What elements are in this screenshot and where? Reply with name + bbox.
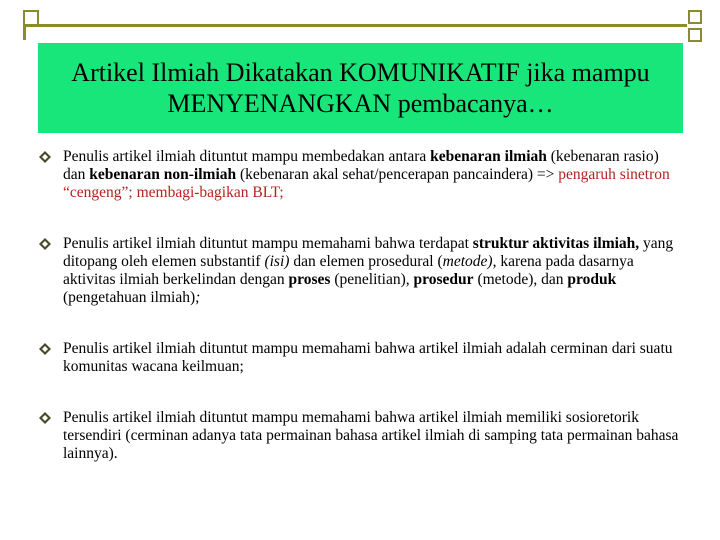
list-item [38, 409, 683, 463]
bullet-text: (kebenaran akal sehat/pencerapan pancaindera) => [236, 166, 559, 183]
diamond-bullet-icon [38, 237, 52, 251]
bullet-text: dan elemen prosedural ( [289, 253, 443, 270]
bullet-text: (pengetahuan ilmiah) [63, 289, 196, 306]
bullet-emphasis: produk [567, 271, 617, 288]
diamond-bullet-icon [38, 411, 52, 425]
bullet-emphasis: kebenaran ilmiah [430, 148, 547, 165]
decor-line [23, 24, 687, 27]
bullet-text: Penulis artikel ilmiah dituntut mampu membedakan antara [63, 148, 431, 165]
bullet-italic: (isi) [264, 253, 290, 270]
bullet-text: Penulis artikel ilmiah dituntut mampu memahami bahwa artikel ilmiah adalah cerminan dari suatu komunitas wacana keilmuan; [63, 340, 673, 375]
bullet-text: (penelitian), [330, 271, 414, 288]
diamond-bullet-icon [38, 150, 52, 164]
bullet-list [38, 148, 683, 463]
bullet-emphasis: kebenaran non-ilmiah [89, 166, 237, 183]
bullet-emphasis: struktur aktivitas ilmiah, [472, 235, 640, 252]
diamond-bullet-icon [38, 342, 52, 356]
list-item [38, 148, 683, 202]
bullet-text: Penulis artikel ilmiah dituntut mampu memahami bahwa artikel ilmiah memiliki sosioretorik tersendiri (cerminan adanya tata permainan bahasa artikel ilmiah di samping tata permainan bahasa lainnya). [63, 409, 679, 462]
bullet-text: karena pada dasarnya aktivitas ilmiah berkelindan dengan [63, 253, 634, 288]
bullet-text: yang ditopang oleh elemen substantif [63, 235, 674, 270]
bullet-text: (kebenaran rasio) dan [63, 148, 659, 183]
bullet-text: Penulis artikel ilmiah dituntut mampu memahami bahwa terdapat [63, 235, 473, 252]
decor-square [688, 28, 702, 42]
decor-line [23, 24, 26, 40]
slide-title: Artikel Ilmiah Dikatakan KOMUNIKATIF jika mampu MENYENANGKAN pembacanya… [71, 58, 650, 118]
bullet-emphasis: proses [288, 271, 331, 288]
bullet-italic: ; [195, 289, 201, 306]
bullet-emphasis: prosedur [413, 271, 474, 288]
decor-square [688, 10, 702, 24]
bullet-highlight: pengaruh sinetron “cengeng”; membagi-bagikan BLT; [63, 166, 670, 201]
title-box [38, 43, 683, 133]
bullet-text: (metode), dan [473, 271, 568, 288]
bullet-italic: metode), [442, 253, 497, 270]
list-item [38, 340, 683, 376]
list-item [38, 235, 683, 307]
